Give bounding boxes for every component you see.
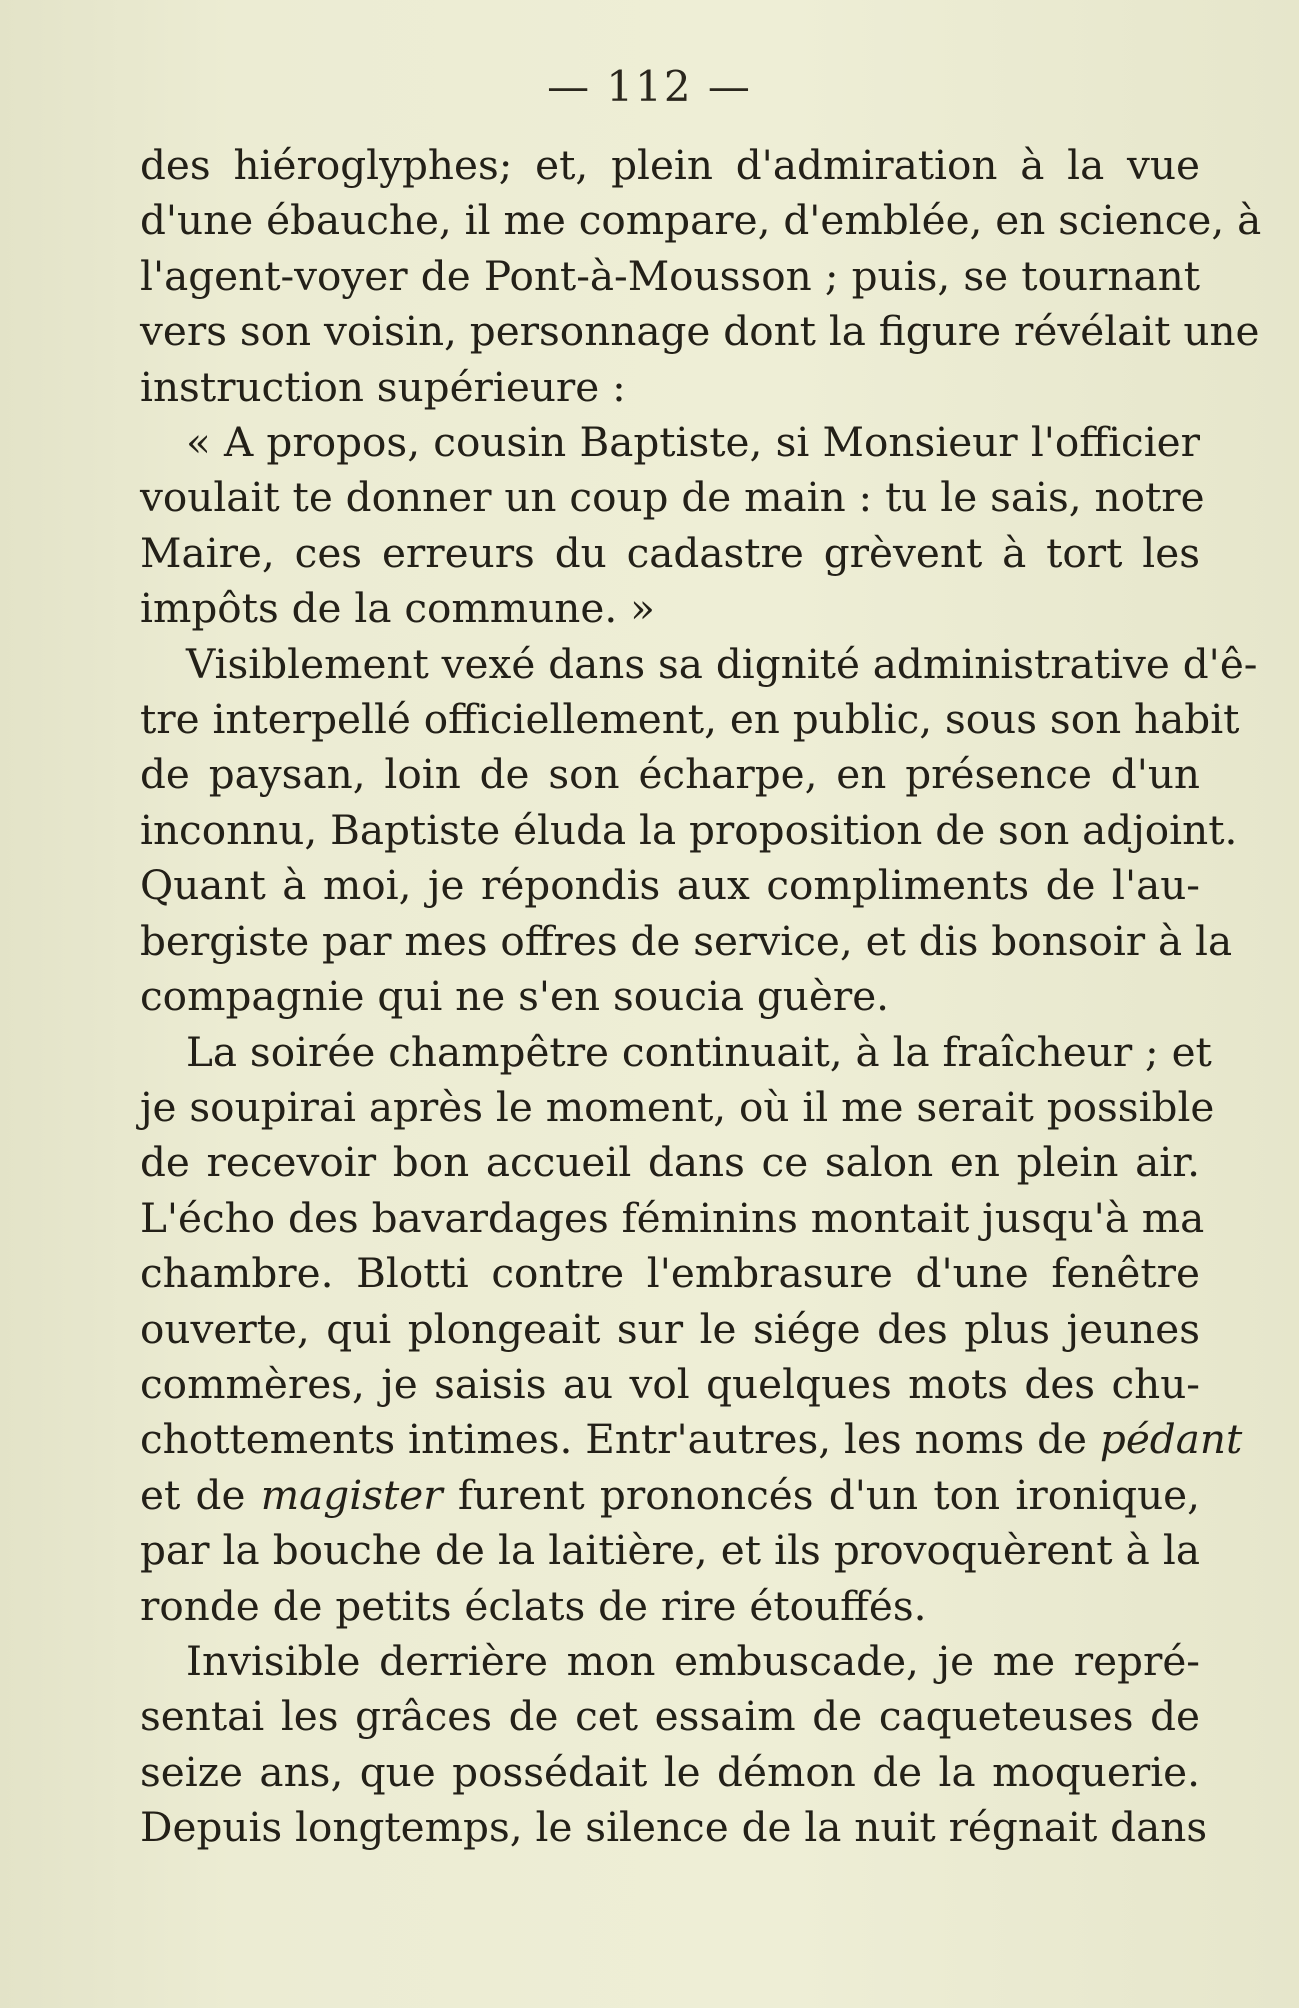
text-segment: et de xyxy=(140,1470,261,1519)
text-line: Visiblement vexé dans sa dignité administrative d'ê- xyxy=(186,639,1258,688)
text-line: des hiéroglyphes; et, plein d'admiration à la vue xyxy=(140,141,1200,189)
text-line: La soirée champêtre continuait, à la fraîcheur ; et xyxy=(186,1027,1212,1076)
paragraph-2 xyxy=(140,415,1205,637)
text-line: Depuis longtemps, le silence de la nuit régnait dans xyxy=(140,1803,1208,1852)
text-line: par la bouche de la laitière, et ils provoquèrent à la xyxy=(140,1526,1200,1575)
paragraph-3 xyxy=(140,637,1258,1025)
italic-word-pedant: pédant xyxy=(1099,1415,1243,1464)
text-line: de recevoir bon accueil dans ce salon en plein air. xyxy=(140,1138,1200,1187)
text-line: seize ans, que possédait le démon de la moquerie. xyxy=(140,1747,1200,1796)
text-line: impôts de la commune. » xyxy=(140,584,655,633)
text-segment: furent prononcés d'un ton ironique, xyxy=(442,1470,1200,1519)
text-line: vers son voisin, personnage dont la figure révélait une xyxy=(140,307,1260,356)
text-line: ronde de petits éclats de rire étouffés. xyxy=(140,1581,927,1630)
italic-word-magister: magister xyxy=(260,1470,443,1519)
text-line xyxy=(140,1468,1200,1523)
text-line: l'agent-voyer de Pont-à-Mousson ; puis, se tournant xyxy=(140,251,1200,300)
text-line: voulait te donner un coup de main : tu le sais, notre xyxy=(140,473,1205,522)
text-line: de paysan, loin de son écharpe, en présence d'un xyxy=(140,750,1200,799)
paragraph-4 xyxy=(140,1025,1215,1413)
text-line: sentai les grâces de cet essaim de caqueteuses de xyxy=(140,1692,1200,1741)
text-line xyxy=(140,1412,1243,1467)
text-line: d'une ébauche, il me compare, d'emblée, en science, à xyxy=(140,196,1262,245)
text-line: inconnu, Baptiste éluda la proposition de son adjoint. xyxy=(140,805,1238,854)
text-line: je soupirai après le moment, où il me serait possible xyxy=(140,1082,1215,1131)
text-line: chambre. Blotti contre l'embrasure d'une fenêtre xyxy=(140,1249,1200,1298)
paragraph-1 xyxy=(140,138,1262,415)
text-line: Quant à moi, je répondis aux compliments de l'au- xyxy=(140,861,1200,910)
text-segment: chottements intimes. Entr'autres, les noms de xyxy=(140,1415,1100,1464)
paragraph-4-continued xyxy=(140,1412,1243,1634)
text-line: tre interpellé officiellement, en public, sous son habit xyxy=(140,695,1240,744)
text-line: L'écho des bavardages féminins montait jusqu'à ma xyxy=(140,1193,1205,1242)
text-line: Maire, ces erreurs du cadastre grèvent à tort les xyxy=(140,528,1200,577)
paragraph-5 xyxy=(140,1634,1208,1856)
text-line: ouverte, qui plongeait sur le siége des plus jeunes xyxy=(140,1304,1200,1353)
body-text xyxy=(140,138,1262,1856)
text-line: bergiste par mes offres de service, et dis bonsoir à la xyxy=(140,916,1233,965)
page-number-header: — 112 — xyxy=(547,62,752,111)
text-line: instruction supérieure : xyxy=(140,362,626,411)
text-line: Invisible derrière mon embuscade, je me repré- xyxy=(186,1636,1200,1685)
text-line: « A propos, cousin Baptiste, si Monsieur l'officier xyxy=(186,418,1200,467)
text-line: commères, je saisis au vol quelques mots des chu- xyxy=(140,1359,1200,1408)
text-line: compagnie qui ne s'en soucia guère. xyxy=(140,972,890,1021)
